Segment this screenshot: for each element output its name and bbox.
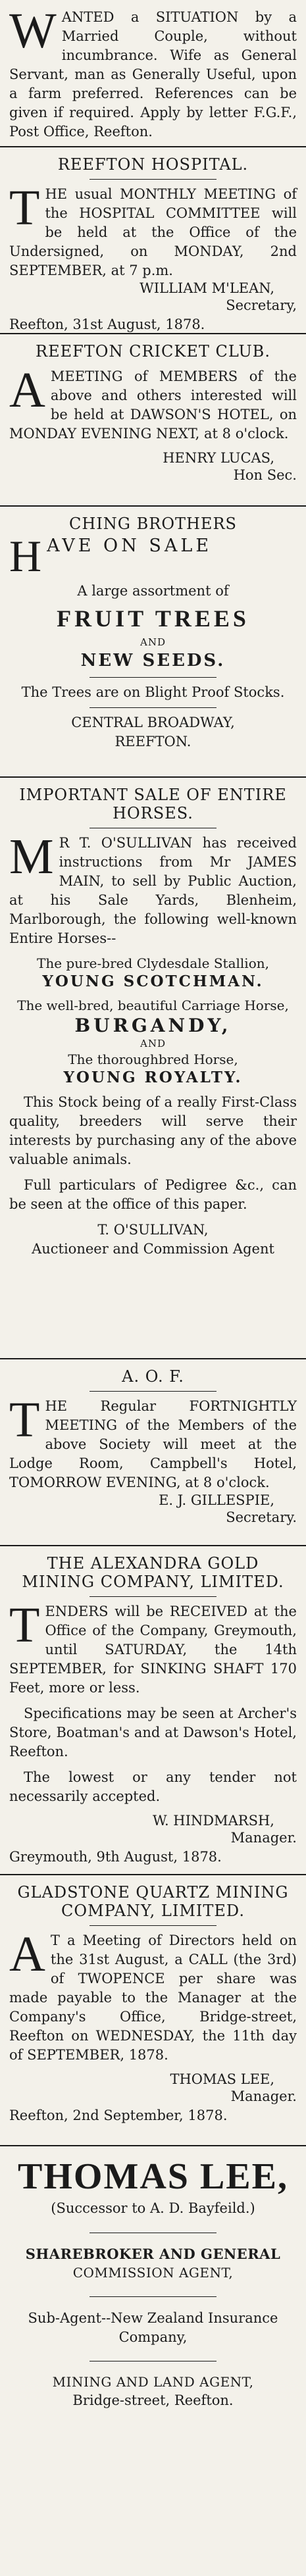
drop-cap: T	[9, 1598, 40, 1653]
divider	[89, 1925, 216, 1926]
gladstone-text: T a Meeting of Directors held on the 31st August, a CALL (the 3rd) of TWOPENCE per share was made payable to the Manager at the Company's Office, Bridge-street, Reefton on WEDNESDAY, the 11th day of SEPTEMBER, 1878.	[9, 1932, 297, 2063]
hospital-title: REEFTON HOSPITAL.	[57, 155, 249, 174]
alexandra-date: Greymouth, 9th August, 1878.	[9, 1848, 222, 1865]
cricket-title: REEFTON CRICKET CLUB.	[36, 342, 270, 361]
horse-1-name: YOUNG SCOTCHMAN.	[42, 972, 264, 990]
alexandra-text: ENDERS will be RECEIVED at the Office of the Company, Greymouth, until SATURDAY, the 14th SEPTEMBER, for SINKING SHAFT 170 Feet, more or less.	[9, 1604, 297, 1696]
horse-sale-signatory: T. O'SULLIVAN,	[97, 1221, 209, 1238]
horse-sale-role: Auctioneer and Commission Agent	[32, 1240, 274, 1257]
horse-sale-text-block	[9, 829, 297, 948]
situation-text-block	[9, 3, 297, 141]
drop-cap: M	[9, 829, 54, 884]
aof-title: A. O. F.	[122, 1367, 184, 1386]
ching-intro: A large assortment of	[77, 582, 229, 599]
alexandra-text-block	[9, 1598, 297, 1698]
gladstone-role: Manager.	[230, 2088, 297, 2104]
and-separator: AND	[140, 636, 166, 648]
divider	[89, 677, 216, 678]
horse-3-name: YOUNG ROYALTY.	[63, 1068, 243, 1086]
horse-2-name: BURGANDY,	[74, 1014, 232, 1036]
gladstone-ad	[0, 1875, 306, 2146]
alexandra-spec: Specifications may be seen at Archer's Store, Boatman's and at Dawson's Hotel, Reefton.	[9, 1705, 297, 1759]
cricket-role: Hon Sec.	[233, 467, 297, 483]
ching-brothers-ad	[0, 507, 306, 778]
ching-note: The Trees are on Blight Proof Stocks.	[21, 684, 285, 700]
cricket-text: MEETING of MEMBERS of the above and others interested will be held at DAWSON'S HOTEL, on MONDAY EVENING NEXT, at 8 o'clock.	[9, 368, 297, 442]
aof-text-block	[9, 1392, 297, 1492]
thomas-lee-line-3: MINING AND LAND AGENT,	[52, 2374, 254, 2390]
thomas-lee-line-1b: COMMISSION AGENT,	[72, 2264, 234, 2281]
alexandra-role: Manager.	[230, 1829, 297, 1846]
divider	[89, 179, 216, 180]
hospital-text-block	[9, 180, 297, 280]
thomas-lee-line-1a: SHAREBROKER AND GENERAL	[25, 2245, 281, 2262]
aof-role: Secretary.	[226, 1509, 297, 1525]
aof-signatory: E. J. GILLESPIE,	[159, 1492, 274, 1508]
fruit-trees-heading: FRUIT TREES	[57, 605, 249, 632]
alexandra-lowest: The lowest or any tender not necessarily accepted.	[9, 1769, 297, 1804]
horse-sale-title-2: HORSES.	[113, 804, 193, 822]
drop-cap: H	[9, 531, 42, 581]
cricket-signatory: HENRY LUCAS,	[163, 449, 274, 466]
alexandra-signatory: W. HINDMARSH,	[153, 1812, 274, 1829]
thomas-lee-ad	[0, 2146, 306, 2576]
gladstone-text-block	[9, 1927, 297, 2065]
hospital-ad	[0, 147, 306, 334]
divider	[89, 707, 216, 708]
drop-cap: T	[9, 1392, 40, 1448]
horse-sale-title-1: IMPORTANT SALE OF ENTIRE	[19, 786, 287, 804]
horse-sale-ad	[0, 778, 306, 1359]
horse-sale-pedigree: Full particulars of Pedigree &c., can be seen at the office of this paper.	[9, 1176, 297, 1212]
gladstone-date: Reefton, 2nd September, 1878.	[9, 2107, 228, 2123]
drop-cap: A	[9, 363, 45, 418]
alexandra-title: THE ALEXANDRA GOLD MINING COMPANY, LIMITED.	[22, 1554, 284, 1591]
thomas-lee-line-2a: Sub-Agent--New Zealand Insurance	[28, 2310, 278, 2326]
new-seeds-heading: NEW SEEDS.	[80, 650, 226, 670]
ching-headline-block	[9, 531, 297, 581]
hospital-role: Secretary,	[226, 297, 297, 313]
horse-3-intro: The thoroughbred Horse,	[68, 1051, 238, 1067]
divider	[89, 2296, 216, 2297]
ching-title: CHING BROTHERS	[69, 515, 237, 533]
cricket-text-block	[9, 363, 297, 443]
thomas-lee-name: THOMAS LEE,	[18, 2156, 288, 2197]
thomas-lee-line-4: Bridge-street, Reefton.	[72, 2392, 234, 2409]
gladstone-title: GLADSTONE QUARTZ MINING COMPANY, LIMITED.	[17, 1883, 289, 1920]
gladstone-signatory: THOMAS LEE,	[170, 2071, 274, 2087]
divider	[89, 1391, 216, 1392]
hospital-date: Reefton, 31st August, 1878.	[9, 316, 205, 332]
situation-text: ANTED a SITUATION by a Married Couple, without incumbrance. Wife as General Servant, man as Generally Useful, upon a farm preferred. References can be given if required. Apply by letter F.G.F., Post Office, Reefton.	[9, 9, 297, 139]
horse-1-intro: The pure-bred Clydesdale Stallion,	[37, 955, 269, 971]
cricket-ad	[0, 334, 306, 507]
drop-cap: T	[9, 180, 40, 236]
drop-cap: A	[9, 1927, 45, 1982]
aof-text: HE Regular FORTNIGHTLY MEETING of the Members of the above Society will meet at the Lodge Room, Campbell's Hotel, TOMORROW EVENING, at 8 o'clock.	[9, 1398, 297, 1490]
alexandra-ad	[0, 1546, 306, 1875]
thomas-lee-successor: (Successor to A. D. Bayfeild.)	[51, 2200, 255, 2216]
ching-headline: AVE ON SALE	[47, 536, 213, 556]
hospital-signatory: WILLIAM M'LEAN,	[140, 280, 274, 296]
ching-address-1: CENTRAL BROADWAY,	[71, 714, 235, 730]
drop-cap: W	[9, 3, 57, 59]
ching-address-2: REEFTON.	[115, 733, 191, 749]
aof-ad	[0, 1359, 306, 1546]
divider	[89, 1596, 216, 1597]
horse-sale-text: R T. O'SULLIVAN has received instructions from Mr JAMES MAIN, to sell by Public Auction, at his Sale Yards, Blenheim, Marlborough, the following well-known Entire Horses--	[9, 835, 297, 946]
horse-2-intro: The well-bred, beautiful Carriage Horse,	[17, 997, 289, 1013]
situation-wanted-ad	[0, 0, 306, 147]
thomas-lee-line-2b: Company,	[118, 2329, 188, 2345]
and-separator: AND	[140, 1037, 166, 1049]
horse-sale-body: This Stock being of a really First-Class quality, breeders will serve their interests by purchasing any of the above valuable animals.	[9, 1094, 297, 1167]
hospital-text: HE usual MONTHLY MEETING of the HOSPITAL COMMITTEE will be held at the Office of the Undersigned, on MONDAY, 2nd SEPTEMBER, at 7 p.m.	[9, 186, 297, 278]
